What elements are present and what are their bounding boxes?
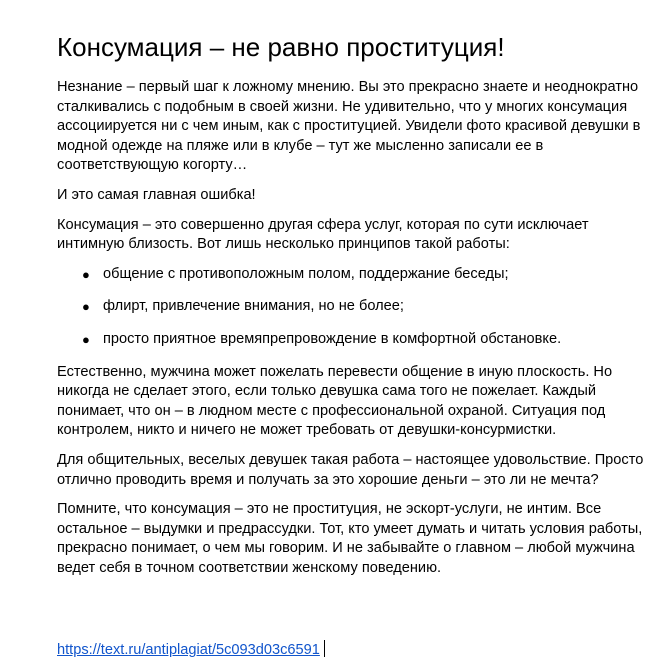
link-line — [57, 640, 325, 661]
bullet-icon: ● — [82, 266, 90, 282]
paragraph-outro-1: Естественно, мужчина может пожелать перевести общение в иную плоскость. Но никогда не сделает этого, если только девушка сама того не пожелает. Каждый понимает, что он – в людном месте с профессиональной охраной. Ситуация под контролем, никто и ничего не может требовать от девушки-консурмистки. — [57, 363, 613, 439]
list-item-text: просто приятное времяпрепровождение в комфортной обстановке. — [103, 330, 562, 347]
paragraph-outro-3: Помните, что консумация – это не проституция, не эскорт-услуги, не интим. Все остальное – выдумки и предрассудки. Тот, кто умеет думать и читать условия работы, прекрасно понимает, о чем мы говорим. И не забывайте о главном – любой мужчина ведет себя в точном соответствии женскому поведению. — [57, 501, 643, 576]
document-body — [57, 30, 657, 588]
paragraph-outro-2: Для общительных, веселых девушек такая работа – настоящее удовольствие. Просто отлично проводить время и получать за это хорошие деньги – это ли не мечта? — [57, 451, 644, 488]
antiplagiat-link[interactable]: https://text.ru/antiplagiat/5c093d03c6591 — [57, 642, 320, 658]
bullet-icon: ● — [82, 299, 90, 315]
paragraph-intro-1: Незнание – первый шаг к ложному мнению. Вы это прекрасно знаете и неоднократно сталкивались с подобным в своей жизни. Не удивительно, что у многих консумация ассоциируется ни с чем иным, как с проституцией. Увидели фото красивой девушки в модной одежде на пляже или в клубе – тут же мысленно записали ее в соответствующую когорту… — [57, 79, 641, 174]
list-item-text: общение с противоположным полом, поддержание беседы; — [103, 265, 509, 282]
document-title: Консумация – не равно проституция! — [57, 32, 505, 62]
list-item — [57, 265, 657, 285]
bullet-icon: ● — [82, 331, 90, 347]
text-cursor — [324, 640, 325, 657]
list-item — [57, 297, 657, 317]
paragraph-intro-3: Консумация – это совершенно другая сфера услуг, которая по сути исключает интимную близость. Вот лишь несколько принципов такой работы: — [57, 216, 589, 253]
list-item — [57, 330, 657, 350]
principles-list — [57, 265, 657, 350]
list-item-text: флирт, привлечение внимания, но не более; — [103, 298, 404, 315]
paragraph-intro-2: И это самая главная ошибка! — [57, 186, 256, 203]
